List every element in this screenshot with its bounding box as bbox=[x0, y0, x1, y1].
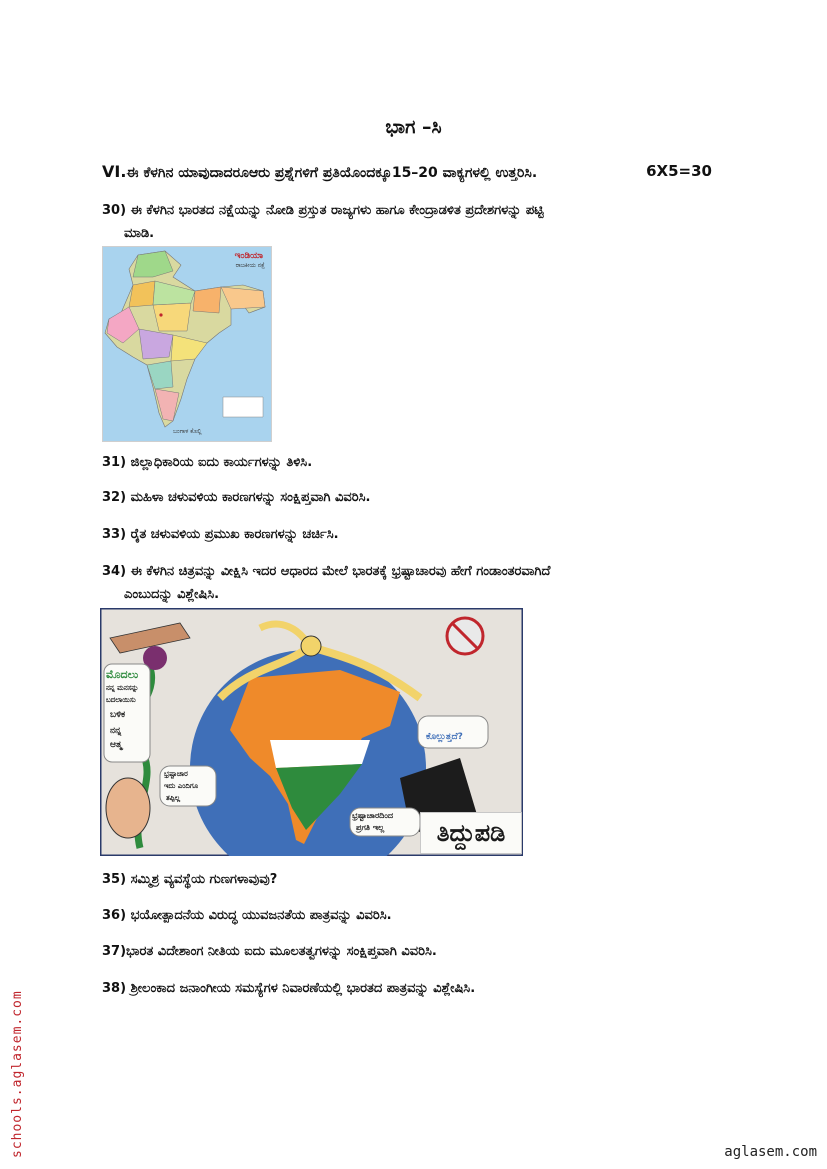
marks-total: 6X5=30 bbox=[646, 162, 712, 180]
footer-watermark[interactable]: aglasem.com bbox=[724, 1144, 817, 1160]
section-roman-number: VI. bbox=[102, 162, 127, 181]
question-text: ಭಯೋತ್ಪಾದನೆಯ ವಿರುದ್ಧ ಯುವಜನತೆಯ ಪಾತ್ರವನ್ನು ವಿವರಿಸಿ. bbox=[130, 908, 392, 923]
section-title: ಭಾಗ –ಸಿ bbox=[385, 116, 442, 138]
question-text: ಶ್ರೀಲಂಕಾದ ಜನಾಂಗೀಯ ಸಮಸ್ಯೆಗಳ ನಿವಾರಣೆಯಲ್ಲಿ ಭಾರತದ ಪಾತ್ರವನ್ನು ವಿಶ್ಲೇಷಿಸಿ. bbox=[130, 981, 476, 996]
poster-label-7: ಕೊಲ್ಲುತ್ತದೆ? bbox=[426, 732, 463, 742]
poster-label-3: ಬದಲಾಯಿಸು bbox=[106, 696, 136, 704]
question-35 bbox=[102, 868, 702, 891]
question-number: 31) bbox=[102, 455, 127, 470]
india-political-map bbox=[102, 246, 272, 442]
question-number: 38) bbox=[102, 981, 127, 996]
map-subtitle: ರಾಜಕೀಯ ನಕ್ಷೆ bbox=[235, 262, 265, 269]
question-text: ಈ ಕೆಳಗಿನ ಭಾರತದ ನಕ್ಷೆಯನ್ನು ನೋಡಿ ಪ್ರಸ್ತುತ ರಾಜ್ಯಗಳು ಹಾಗೂ ಕೇಂದ್ರಾಡಳಿತ ಪ್ರದೇಶಗಳನ್ನು ಪಟ್ಟಿ bbox=[130, 203, 544, 218]
poster-label-10: ಭ್ರಷ್ಟಾಚಾರ bbox=[164, 770, 188, 778]
instruction-line bbox=[102, 162, 712, 181]
poster-label-4: ಬಳಿಕ bbox=[110, 710, 126, 720]
question-text-continued: ಮಾಡಿ. bbox=[124, 226, 155, 241]
question-text: ರೈತ ಚಳುವಳಿಯ ಪ್ರಮುಖ ಕಾರಣಗಳನ್ನು ಚರ್ಚಿಸಿ. bbox=[130, 527, 339, 542]
poster-label-5: ನನ್ನ bbox=[110, 726, 122, 736]
poster-badge: ತಿದ್ದುಪಡಿ bbox=[420, 812, 522, 854]
question-30 bbox=[102, 199, 702, 245]
question-32 bbox=[102, 486, 702, 509]
poster-label-1: ಮೊದಲು bbox=[106, 668, 139, 681]
india-map-drawing bbox=[103, 247, 271, 441]
instruction-text: ಈ ಕೆಳಗಿನ ಯಾವುದಾದರೂಆರು ಪ್ರಶ್ನೆಗಳಿಗೆ ಪ್ರತಿಯೊಂದಕ್ಕೂ15–20 ವಾಕ್ಯಗಳಲ್ಲಿ ಉತ್ತರಿಸಿ. bbox=[126, 165, 538, 181]
map-footer-label: ಬಂಗಾಳ ಕೊಲ್ಲಿ bbox=[173, 428, 202, 435]
poster-label-6: ಆತ್ಮ bbox=[110, 740, 122, 750]
question-number: 37) bbox=[102, 944, 127, 959]
question-text-continued: ಎಂಬುದನ್ನು ವಿಶ್ಲೇಷಿಸಿ. bbox=[124, 587, 220, 602]
question-33 bbox=[102, 523, 702, 546]
poster-label-2: ನನ್ನ ಮನಸನ್ನು bbox=[106, 684, 139, 692]
question-34 bbox=[102, 560, 702, 606]
question-37 bbox=[102, 940, 702, 963]
question-text: ಜಿಲ್ಲಾಧಿಕಾರಿಯ ಐದು ಕಾರ್ಯಗಳನ್ನು ತಿಳಿಸಿ. bbox=[130, 455, 313, 470]
side-watermark[interactable]: schools.aglasem.com bbox=[10, 990, 25, 1158]
question-text: ಈ ಕೆಳಗಿನ ಚಿತ್ರವನ್ನು ವೀಕ್ಷಿಸಿ ಇದರ ಆಧಾರದ ಮೇಲೆ ಭಾರತಕ್ಕೆ ಭ್ರಷ್ಟಾಚಾರವು ಹೇಗೆ ಗಂಡಾಂತರವಾಗಿದೆ bbox=[130, 564, 551, 579]
poster-label-9: ಪ್ರಗತಿ ಇಲ್ಲ bbox=[356, 823, 385, 832]
question-text: ಸಮ್ಮಿಶ್ರ ವ್ಯವಸ್ಥೆಯ ಗುಣಗಳಾವುವು? bbox=[130, 872, 278, 887]
question-number: 35) bbox=[102, 872, 127, 887]
question-number: 36) bbox=[102, 908, 127, 923]
question-text: ಮಹಿಳಾ ಚಳುವಳಿಯ ಕಾರಣಗಳನ್ನು ಸಂಕ್ಷಿಪ್ತವಾಗಿ ವಿವರಿಸಿ. bbox=[130, 490, 371, 505]
question-number: 32) bbox=[102, 490, 127, 505]
question-36 bbox=[102, 904, 702, 927]
poster-label-8: ಭ್ರಷ್ಟಾಚಾರದಿಂದ bbox=[352, 811, 394, 820]
poster-label-12: ತಪ್ಪಿಲ್ಲ bbox=[166, 794, 181, 802]
map-title: ಇಂಡಿಯಾ bbox=[234, 251, 263, 261]
question-31 bbox=[102, 451, 702, 474]
question-number: 34) bbox=[102, 564, 127, 579]
poster-label-11: ಇದು ಎಂದಿಗೂ bbox=[164, 782, 199, 790]
question-number: 33) bbox=[102, 527, 127, 542]
question-text: ಭಾರತ ವಿದೇಶಾಂಗ ನೀತಿಯ ಐದು ಮೂಲತತ್ವಗಳನ್ನು ಸಂಕ್ಷಿಪ್ತವಾಗಿ ವಿವರಿಸಿ. bbox=[126, 944, 437, 959]
question-number: 30) bbox=[102, 203, 127, 218]
question-38 bbox=[102, 977, 702, 1000]
